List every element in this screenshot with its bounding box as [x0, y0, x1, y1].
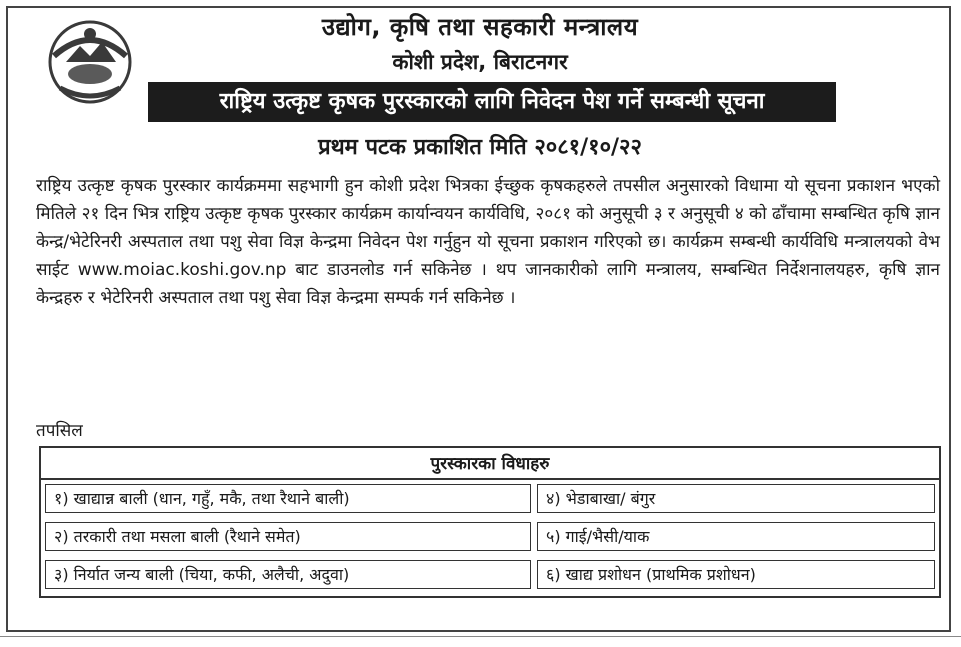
notice-body-paragraph: राष्ट्रिय उत्कृष्ट कृषक पुरस्कार कार्यक्रममा सहभागी हुन कोशी प्रदेश भित्रका ईच्छुक कृषकहरुले तपसील अनुसारको विधामा यो सूचना प्रकाशन भएको मितिले २१ दिन भित्र राष्ट्रिय उत्कृष्ट कृषक पुरस्कार कार्यक्रम कार्यान्वयन कार्यविधि, २०८१ को अनुसूची ३ र अनुसूची ४ को ढाँचामा सम्बन्धित कृषि ज्ञान केन्द्र/भेटेरिनरी अस्पताल तथा पशु सेवा विज्ञ केन्द्रमा निवेदन पेश गर्नुहुन यो सूचना प्रकाशन गरिएको छ। कार्यक्रम सम्बन्धी कार्यविधि मन्त्रालयको वेभ साईट www.moiac.koshi.gov.np बाट डाउनलोड गर्न सकिनेछ । थप जानकारीको लागि मन्त्रालय, सम्बन्धित निर्देशनालयहरु, कृषि ज्ञान केन्द्रहरु र भेटेरिनरी अस्पताल तथा पशु सेवा विज्ञ केन्द्रमा सम्पर्क गर्न सकिनेछ । — [36, 176, 940, 308]
bottom-rule — [0, 636, 961, 637]
publication-date: प्रथम पटक प्रकाशित मिति २०८१/१०/२२ — [318, 135, 642, 160]
table-heading: पुरस्कारका विधाहरु — [41, 448, 939, 480]
table-cell: ४) भेडाबाखा/ बंगुर — [537, 484, 935, 513]
notice-title-banner: राष्ट्रिय उत्कृष्ट कृषक पुरस्कारको लागि निवेदन पेश गर्ने सम्बन्धी सूचना — [148, 82, 836, 122]
province-name: कोशी प्रदेश, बिराटनगर — [392, 50, 568, 74]
table-cell: ६) खाद्य प्रशोधन (प्राथमिक प्रशोधन) — [537, 560, 935, 589]
table-cell: १) खाद्यान्न बाली (धान, गहुँ, मकै, तथा रैथाने बाली) — [45, 484, 531, 513]
award-categories-table — [39, 446, 941, 598]
tapasil-label: तपसिल — [36, 421, 83, 441]
table-cell: २) तरकारी तथा मसला बाली (रैथाने समेत) — [45, 522, 531, 551]
table-cell: ५) गाई/भैसी/याक — [537, 522, 935, 551]
nepal-government-emblem-icon — [40, 16, 140, 108]
table-cell: ३) निर्यात जन्य बाली (चिया, कफी, अलैची, अदुवा) — [45, 560, 531, 589]
ministry-name: उद्योग, कृषि तथा सहकारी मन्त्रालय — [321, 13, 639, 41]
